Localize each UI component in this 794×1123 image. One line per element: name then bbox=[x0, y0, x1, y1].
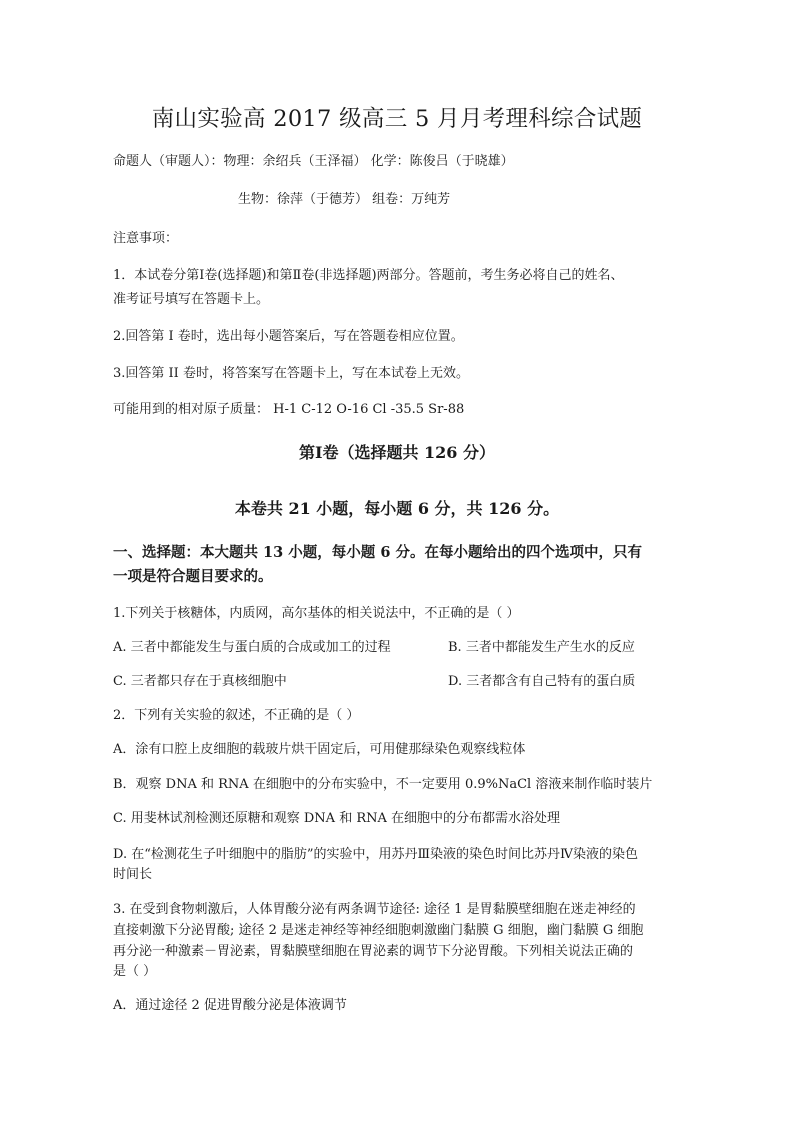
exam-title: 南山实验高 2017 级高三 5 月月考理科综合试题 bbox=[151, 106, 643, 132]
part-heading-line-2: 一项是符合题目要求的。 bbox=[113, 568, 273, 585]
q2-option-d-line-1: D. 在“检测花生子叶细胞中的脂肪”的实验中，用苏丹Ⅲ染液的染色时间比苏丹Ⅳ染液的染色 bbox=[113, 847, 639, 862]
q1-stem: 1.下列关于核糖体，内质网，高尔基体的相关说法中，不正确的是（ ） bbox=[113, 606, 520, 621]
notice-item-1a: 1．本试卷分第Ⅰ卷(选择题)和第Ⅱ卷(非选择题)两部分。答题前，考生务必将自己的姓名、 bbox=[113, 268, 624, 283]
q3-option-a: A．通过途径 2 促进胃酸分泌是体液调节 bbox=[113, 998, 347, 1013]
q3-stem-line-3: 再分泌一种激素－胃泌素，胃黏膜壁细胞在胃泌素的调节下分泌胃酸。下列相关说法正确的 bbox=[113, 944, 634, 959]
q2-option-a: A．涂有口腔上皮细胞的载玻片烘干固定后，可用健那绿染色观察线粒体 bbox=[113, 742, 526, 757]
notice-item-2: 2.回答第 I 卷时，选出每小题答案后，写在答题卷相应位置。 bbox=[113, 329, 464, 344]
q2-stem: 2．下列有关实验的叙述，不正确的是（ ） bbox=[113, 708, 360, 723]
notice-item-3: 3.回答第 II 卷时，将答案写在答题卡上，写在本试卷上无效。 bbox=[113, 366, 469, 381]
q3-stem-line-1: 3. 在受到食物刺激后，人体胃酸分泌有两条调节途径: 途径 1 是胃黏膜壁细胞在迷走神经的 bbox=[113, 902, 636, 917]
q1-option-a: A. 三者中都能发生与蛋白质的合成或加工的过程 bbox=[113, 640, 391, 655]
q1-option-d: D. 三者都含有自己特有的蛋白质 bbox=[448, 674, 636, 689]
q2-option-c: C. 用斐林试剂检测还原糖和观察 DNA 和 RNA 在细胞中的分布都需水浴处理 bbox=[113, 811, 561, 826]
q3-stem-line-2: 直接刺激下分泌胃酸; 途径 2 是迷走神经等神经细胞刺激幽门黏膜 G 细胞，幽门黏膜 G 细胞 bbox=[113, 923, 644, 938]
section-title: 第Ⅰ卷（选择题共 126 分） bbox=[298, 443, 496, 462]
notice-heading: 注意事项： bbox=[113, 231, 179, 246]
q1-option-c: C. 三者都只存在于真核细胞中 bbox=[113, 674, 287, 689]
q2-option-d-line-2: 时间长 bbox=[113, 867, 153, 882]
section-subtitle: 本卷共 21 小题，每小题 6 分，共 126 分。 bbox=[234, 499, 560, 518]
q3-stem-line-4: 是（ ） bbox=[113, 964, 157, 979]
atomic-masses: 可能用到的相对原子质量： H-1 C-12 O-16 Cl -35.5 Sr-88 bbox=[113, 402, 465, 417]
part-heading-line-1: 一、选择题：本大题共 13 小题，每小题 6 分。在每小题给出的四个选项中，只有 bbox=[113, 544, 642, 561]
authors-line-1: 命题人（审题人）：物理：余绍兵（王泽福） 化学：陈俊吕（于晓雄） bbox=[113, 154, 514, 169]
notice-item-1b: 准考证号填写在答题卡上。 bbox=[113, 292, 270, 307]
authors-line-2: 生物：徐萍（于德芳） 组卷：万纯芳 bbox=[238, 192, 451, 207]
q1-option-b: B. 三者中都能发生产生水的反应 bbox=[448, 640, 635, 655]
q2-option-b: B．观察 DNA 和 RNA 在细胞中的分布实验中，不一定要用 0.9%NaCl 溶液来制作临时装片 bbox=[113, 777, 653, 792]
